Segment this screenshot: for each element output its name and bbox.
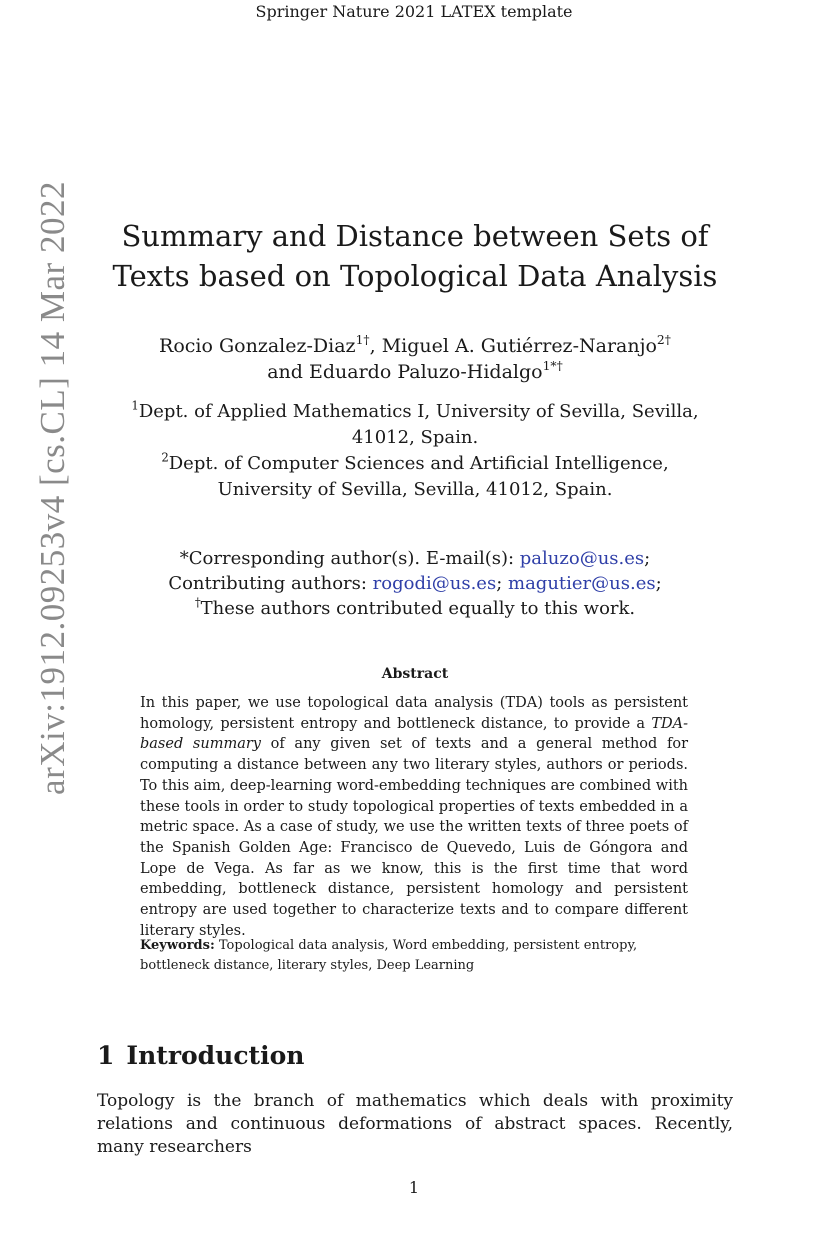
keywords-text: Topological data analysis, Word embedding, persistent entropy, bottleneck distance, literary styles, Deep Learning	[140, 938, 638, 973]
email-separator: ;	[655, 573, 662, 594]
dagger-mark: †	[194, 595, 201, 610]
affiliation-text: Dept. of Computer Sciences and Artificial Intelligence,	[168, 453, 669, 474]
author-separator: ,	[369, 335, 382, 357]
affiliations	[110, 399, 720, 503]
affiliation-2-line-1	[110, 451, 720, 477]
contributing-line	[110, 571, 720, 596]
arxiv-stamp: arXiv:1912.09253v4 [cs.CL] 14 Mar 2022	[33, 181, 72, 795]
author-name: Eduardo Paluzo-Hidalgo	[309, 361, 543, 383]
email-link[interactable]: rogodi@us.es	[372, 573, 497, 594]
paper-title	[110, 216, 720, 296]
abstract-text: In this paper, we use topological data analysis (TDA) tools as persistent homology, persistent entropy and bottleneck distance, to provide a	[140, 695, 688, 732]
keywords	[140, 936, 688, 975]
abstract-emphasis: TDA-based summary	[140, 715, 688, 753]
affiliation-2-line-2: University of Sevilla, Sevilla, 41012, Spain.	[217, 479, 613, 500]
author-name: Rocio Gonzalez-Diaz	[159, 335, 356, 357]
author-line-1	[110, 333, 720, 359]
running-header: Springer Nature 2021 LATEX template	[255, 2, 573, 21]
title-line-1: Summary and Distance between Sets of	[121, 219, 709, 253]
email-link[interactable]: magutier@us.es	[508, 573, 656, 594]
equal-contribution-line	[110, 596, 720, 621]
page-number: 1	[408, 1178, 420, 1197]
author-superscript: 1*†	[542, 358, 563, 373]
email-separator: ;	[496, 573, 508, 594]
author-superscript: 1†	[355, 332, 370, 347]
author-superscript: 2†	[656, 332, 671, 347]
author-name: Miguel A. Gutiérrez-Naranjo	[381, 335, 657, 357]
author-conjunction: and	[267, 361, 309, 383]
keywords-label: Keywords:	[140, 938, 215, 953]
correspondence	[110, 546, 720, 621]
affiliation-number: 2	[161, 450, 169, 465]
affiliation-text: Dept. of Applied Mathematics I, University of Sevilla, Sevilla,	[138, 401, 699, 422]
author-line-2	[110, 359, 720, 385]
corresponding-label: *Corresponding author(s). E-mail(s):	[179, 548, 520, 569]
section-title: Introduction	[126, 1041, 305, 1070]
abstract-text: of any given set of texts and a general method for computing a distance between any two literary styles, authors or periods. To this aim, deep-learning word-embedding techniques are combined with these tools in order to study topological properties of texts embedded in a metric space. As a case of study, we use the written texts of three poets of the Spanish Golden Age: Francisco de Quevedo, Luis de Góngora and Lope de Vega. As far as we know, this is the first time that word embedding, bottleneck distance, persistent homology and persistent entropy are used together to characterize texts and to compare different literary styles.	[140, 736, 689, 939]
abstract-heading: Abstract	[381, 666, 449, 682]
abstract-body	[140, 693, 688, 941]
section-heading	[97, 1041, 304, 1070]
affiliation-1-line-1	[110, 399, 720, 425]
author-list	[110, 333, 720, 385]
email-link[interactable]: paluzo@us.es	[519, 548, 645, 569]
affiliation-number: 1	[131, 398, 139, 413]
email-separator: ;	[644, 548, 651, 569]
corresponding-line	[110, 546, 720, 571]
contributing-label: Contributing authors:	[168, 573, 373, 594]
intro-paragraph: Topology is the branch of mathematics which deals with proximity relations and continuous deformations of abstract spaces. Recently, many researchers	[97, 1091, 733, 1157]
affiliation-1-line-2: 41012, Spain.	[351, 427, 479, 448]
section-number: 1	[97, 1041, 115, 1070]
title-line-2: Texts based on Topological Data Analysis	[112, 259, 718, 293]
equal-contribution-note: These authors contributed equally to this work.	[200, 598, 636, 619]
